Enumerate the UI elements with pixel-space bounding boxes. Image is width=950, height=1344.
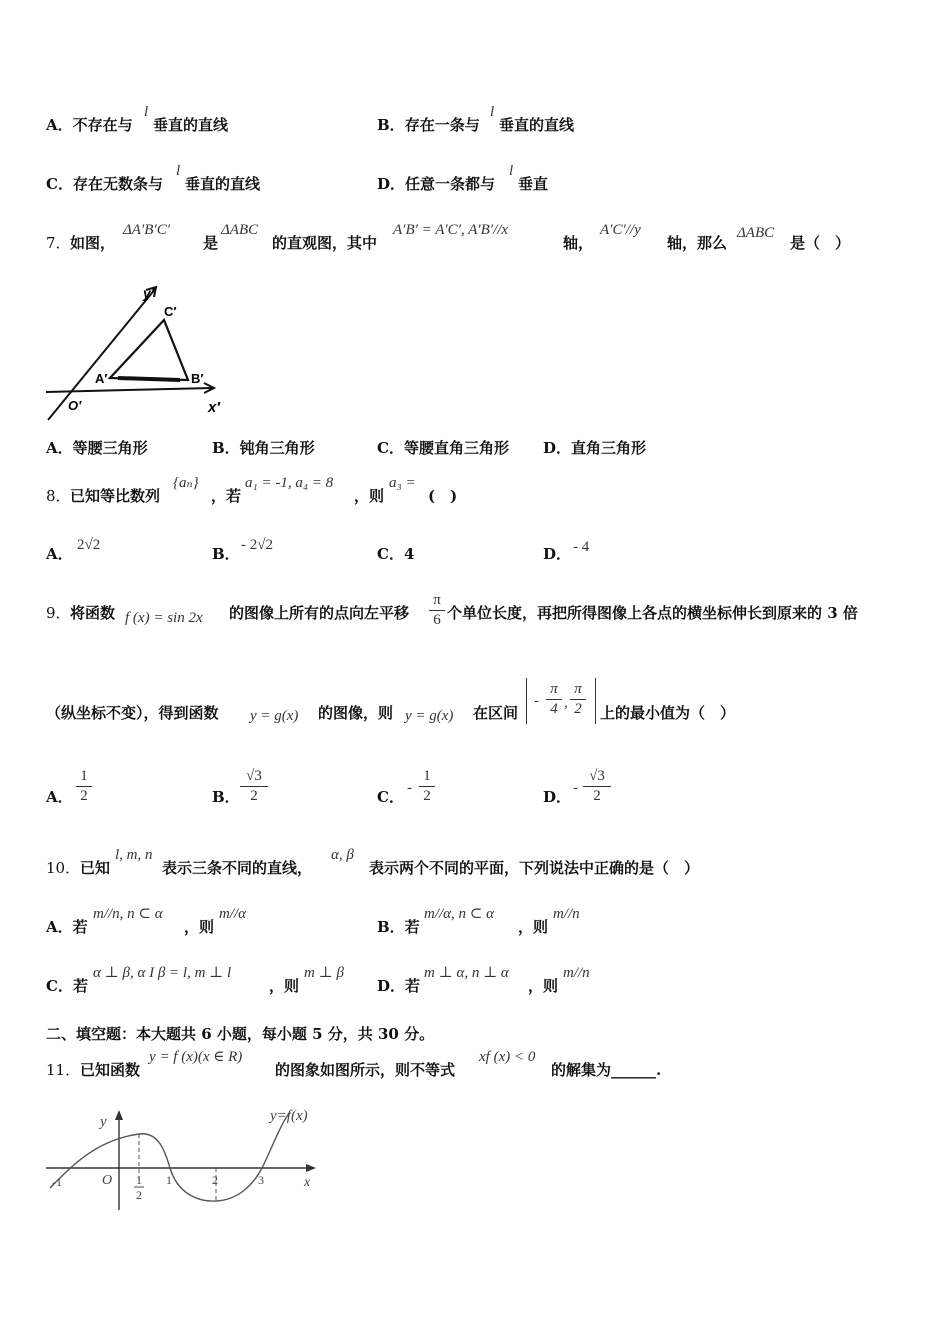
q7-math-2: ΔABC xyxy=(221,222,259,238)
q9-option-a-value: 1 2 xyxy=(76,768,92,805)
q8-option-d-value: - 4 xyxy=(573,539,590,555)
q9-option-c-value: 1 2 xyxy=(419,768,435,805)
q10-math-2: α, β xyxy=(331,847,354,863)
q9-interval-left-fraction: π 4 xyxy=(546,681,562,718)
q10-math-1: l, m, n xyxy=(115,847,153,863)
q9-text-5: 的图像，则 xyxy=(318,704,394,722)
q10-option-c-cond: α ⊥ β, α I β = l, m ⊥ l xyxy=(93,965,232,981)
q11-y-arrow xyxy=(115,1110,123,1120)
q6-c-var-l: l xyxy=(176,163,181,179)
q10-option-c[interactable]: C．若 xyxy=(46,977,88,995)
q9-option-b[interactable]: B． xyxy=(212,788,240,806)
q9-math-1: f (x) = sin 2x xyxy=(125,610,203,626)
q7-text-5: 轴，那么 xyxy=(667,234,728,252)
q6-option-d[interactable]: D．任意一条都与 xyxy=(377,175,496,193)
q6-option-a[interactable]: A．不存在与 xyxy=(46,116,133,134)
q9-option-d-sign: - xyxy=(573,780,578,796)
q10-text-3: 表示两个不同的平面，下列说法中正确的是（ ） xyxy=(369,859,700,877)
q7-text-1: 如图， xyxy=(70,234,116,252)
q11-label-y: y xyxy=(100,1114,107,1130)
q11-text-1: 已知函数 xyxy=(80,1061,141,1079)
q10-option-d-cond: m ⊥ α, n ⊥ α xyxy=(424,965,509,981)
q10-number: 10． xyxy=(46,859,81,877)
q6-c-post: 垂直的直线 xyxy=(185,175,261,193)
q6-option-b[interactable]: B．存在一条与 xyxy=(377,116,480,134)
q7-option-c[interactable]: C．等腰直角三角形 xyxy=(377,439,509,457)
q8-text-1: 已知等比数列 xyxy=(70,487,161,505)
q6-option-c[interactable]: C．存在无数条与 xyxy=(46,175,163,193)
q10-text-1: 已知 xyxy=(80,859,111,877)
q10-option-b[interactable]: B．若 xyxy=(377,918,420,936)
q11-function-graph xyxy=(40,1100,340,1220)
q9-option-d-value: √3 2 xyxy=(583,768,611,805)
q9-number: 9． xyxy=(46,604,71,622)
q9-text-6: 在区间 xyxy=(473,704,519,722)
q8-option-d[interactable]: D． xyxy=(543,545,572,563)
q8-math-2: a₁ = -1, a₄ = 8 xyxy=(245,475,334,491)
q7-label-x: x′ xyxy=(208,399,220,416)
q10-option-a-cond: m//n, n ⊂ α xyxy=(93,906,163,922)
q7-math-1: ΔA′B′C′ xyxy=(123,222,170,238)
q11-curve xyxy=(50,1112,290,1201)
q11-label-minus1: -1 xyxy=(52,1175,62,1189)
q6-b-post: 垂直的直线 xyxy=(499,116,575,134)
q10-option-b-result: m//n xyxy=(553,906,580,922)
q6-d-var-l: l xyxy=(509,163,514,179)
q8-text-3: ，则 xyxy=(354,487,385,505)
q7-math-4: A′C′//y xyxy=(600,222,641,238)
q10-option-c-then: ，则 xyxy=(269,977,300,995)
q8-number: 8． xyxy=(46,487,71,505)
q10-option-a-then: ，则 xyxy=(184,918,215,936)
q7-label-y: y′ xyxy=(143,285,155,301)
q9-math-2: y = g(x) xyxy=(250,708,299,724)
q6-a-var-l: l xyxy=(144,104,149,120)
q9-interval-minus: - xyxy=(534,693,539,709)
q7-option-d[interactable]: D．直角三角形 xyxy=(543,439,647,457)
q7-oblique-figure xyxy=(40,282,240,422)
q9-text-1: 将函数 xyxy=(70,604,116,622)
q9-text-3: 个单位长度，再把所得图像上各点的横坐标伸长到原来的 3 倍 xyxy=(447,604,858,622)
q6-a-post: 垂直的直线 xyxy=(153,116,229,134)
q7-text-2: 是 xyxy=(203,234,219,252)
q8-option-c[interactable]: C．4 xyxy=(377,545,415,563)
q10-text-2: 表示三条不同的直线， xyxy=(162,859,313,877)
q8-math-1: {aₙ} xyxy=(173,475,199,491)
q7-option-b[interactable]: B．钝角三角形 xyxy=(212,439,315,457)
q11-label-x: x xyxy=(304,1175,311,1190)
section-2-title: 二、填空题：本大题共 6 小题，每小题 5 分，共 30 分。 xyxy=(46,1025,435,1043)
q9-interval-right-fraction: π 2 xyxy=(570,681,586,718)
q6-b-var-l: l xyxy=(490,104,495,120)
q10-option-d-result: m//n xyxy=(563,965,590,981)
q7-label-b: B′ xyxy=(191,371,204,386)
q8-option-b-value: - 2√2 xyxy=(241,537,273,553)
q8-text-2: ，若 xyxy=(211,487,242,505)
q7-label-a: A′ xyxy=(95,371,108,386)
q11-label-origin: O xyxy=(102,1173,113,1188)
q7-math-3: A′B′ = A′C′, A′B′//x xyxy=(393,222,509,238)
q9-option-a[interactable]: A． xyxy=(46,788,73,806)
q11-label-half-den: 2 xyxy=(136,1188,142,1202)
q11-math-2: xf (x) < 0 xyxy=(479,1049,536,1065)
q7-label-o: O′ xyxy=(68,398,82,413)
q10-option-c-result: m ⊥ β xyxy=(304,965,344,981)
q7-y-axis xyxy=(48,288,156,420)
q11-label-func: y=f(x) xyxy=(270,1108,308,1124)
q9-text-4: （纵坐标不变），得到函数 xyxy=(46,704,219,722)
q9-fraction-pi-6: π 6 xyxy=(429,592,445,629)
q11-x-arrow xyxy=(306,1164,316,1172)
q11-label-1: 1 xyxy=(166,1173,172,1187)
q9-math-3: y = g(x) xyxy=(405,708,454,724)
q7-number: 7． xyxy=(46,234,71,252)
q11-label-2: 2 xyxy=(212,1173,218,1187)
q7-label-c: C′ xyxy=(164,304,177,319)
q8-option-c-value: 4 xyxy=(403,545,415,563)
q7-text-3: 的直观图，其中 xyxy=(272,234,378,252)
q11-text-2: 的图象如图所示，则不等式 xyxy=(275,1061,456,1079)
q9-text-7: 上的最小值为（ ） xyxy=(600,704,736,722)
q7-option-a[interactable]: A．等腰三角形 xyxy=(46,439,148,457)
q9-option-d[interactable]: D． xyxy=(543,788,572,806)
q11-label-3: 3 xyxy=(258,1173,264,1187)
q10-option-a[interactable]: A．若 xyxy=(46,918,88,936)
q11-math-1: y = f (x)(x ∈ R) xyxy=(149,1049,243,1065)
q9-text-2: 的图像上所有的点向左平移 xyxy=(229,604,410,622)
q10-option-b-then: ，则 xyxy=(518,918,549,936)
q9-option-c[interactable]: C． xyxy=(377,788,404,806)
q10-option-d-then: ，则 xyxy=(528,977,559,995)
q10-option-a-result: m//α xyxy=(219,906,247,922)
q10-option-d[interactable]: D．若 xyxy=(377,977,421,995)
q9-option-b-value: √3 2 xyxy=(240,768,268,805)
q7-text-6: 是（ ） xyxy=(790,234,851,252)
q8-math-3: a₃ = xyxy=(389,475,416,491)
q7-base-thick xyxy=(118,378,180,380)
q6-d-post: 垂直 xyxy=(518,175,549,193)
q8-option-a[interactable]: A． xyxy=(46,545,73,563)
q7-math-5: ΔABC xyxy=(737,225,775,241)
q11-number: 11． xyxy=(46,1061,81,1079)
q10-option-b-cond: m//α, n ⊂ α xyxy=(424,906,494,922)
q7-text-4: 轴， xyxy=(563,234,594,252)
q8-text-4: ( ) xyxy=(428,487,458,505)
q9-interval-comma: , xyxy=(564,695,568,711)
q11-label-half-num: 1 xyxy=(136,1173,142,1187)
q8-option-a-value: 2√2 xyxy=(77,537,101,553)
q11-text-3[interactable]: 的解集为______. xyxy=(551,1061,662,1079)
q8-option-b[interactable]: B． xyxy=(212,545,240,563)
q9-option-c-sign: - xyxy=(407,780,412,796)
